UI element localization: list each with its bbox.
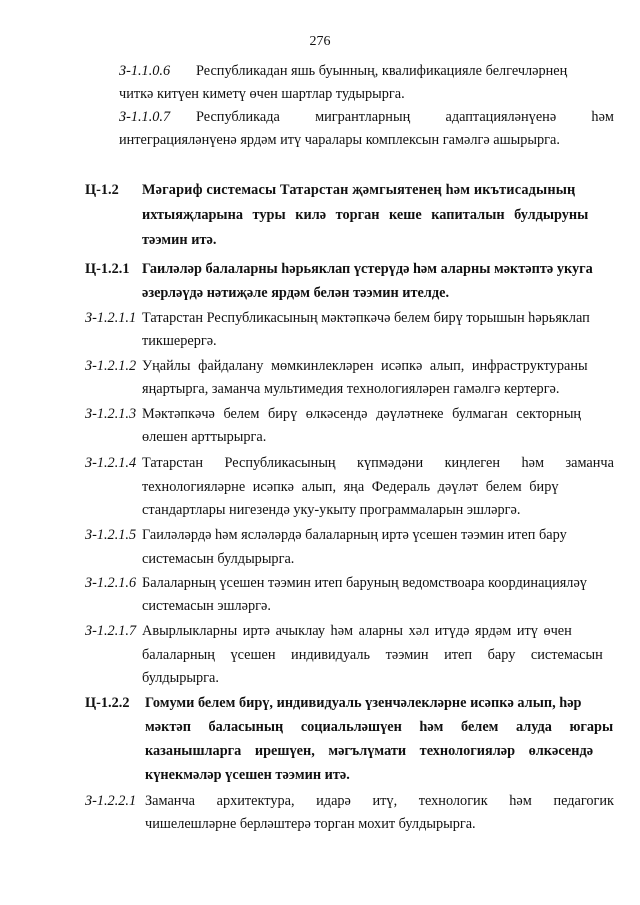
task-code: З-1.1.0.6 bbox=[119, 63, 171, 79]
word: Татарстан bbox=[142, 455, 204, 471]
word: заманча bbox=[565, 455, 614, 471]
task-text-line: Татарстан Республикасының мәктәпкәчә белем бирү торышын һәрьяклап bbox=[142, 310, 590, 326]
word: һәм bbox=[591, 109, 614, 125]
goal-code: Ц-1.2.2 bbox=[85, 695, 130, 711]
task-code: З-1.2.1.1 bbox=[85, 310, 137, 326]
goal-heading-line: тәэмин итә. bbox=[142, 232, 217, 248]
goal-heading-line bbox=[142, 183, 614, 197]
goal-heading-line: күнекмәләр үсешен тәэмин итә. bbox=[145, 767, 350, 783]
word: педагогик bbox=[553, 793, 614, 809]
task-text-line: булдырырга. bbox=[142, 670, 219, 686]
word: Республикасының bbox=[224, 455, 336, 471]
task-text-line: читкә китүен киметү өчен шартлар тудырырга. bbox=[119, 86, 405, 102]
task-text-line bbox=[145, 794, 614, 808]
task-text-line: Авырлыкларны иртә ачыклау һәм аларны хәл итүдә ярдәм итү өчен bbox=[142, 623, 572, 639]
task-text-line: Уңайлы файдалану мөмкинлекләрен исәпкә алып, инфраструктураны bbox=[142, 358, 588, 374]
page-number: 276 bbox=[309, 34, 331, 49]
task-code: З-1.2.1.5 bbox=[85, 527, 137, 543]
word: архитектура, bbox=[216, 793, 295, 809]
word: Заманча bbox=[145, 793, 195, 809]
task-text-line bbox=[196, 64, 614, 78]
task-code: З-1.2.2.1 bbox=[85, 793, 137, 809]
word: һәм bbox=[521, 455, 544, 471]
word: Республикада bbox=[196, 109, 280, 125]
task-code: З-1.1.0.7 bbox=[119, 109, 171, 125]
task-code: З-1.2.1.7 bbox=[85, 623, 137, 639]
task-text-line bbox=[142, 456, 614, 470]
task-text-line: өлешен арттырырга. bbox=[142, 429, 267, 445]
task-text-line: Балаларның үсешен тәэмин итеп баруның ведомствоара координацияләү bbox=[142, 575, 587, 591]
task-code: З-1.2.1.4 bbox=[85, 455, 137, 471]
goal-text: ихтыяҗларына туры килә торган кеше капиталын булдыруны bbox=[142, 207, 589, 223]
task-text-line: Гаиләләрдә һәм ясләләрдә балаларның иртә үсешен тәэмин итеп бару bbox=[142, 527, 567, 543]
goal-heading-line: мәктәп баласының социальләшүен һәм белем алуда югары bbox=[145, 719, 614, 735]
word: киңлеген bbox=[444, 455, 500, 471]
task-code: З-1.2.1.6 bbox=[85, 575, 137, 591]
goal-heading-line: Гаиләләр балаларны һәрьяклап үстерүдә һәм аларны мәктәптә укуга bbox=[142, 261, 593, 277]
task-text-line: стандартлары нигезендә уку-укыту программаларын эшләргә. bbox=[142, 502, 521, 518]
task-text-line: балаларның үсешен индивидуаль тәэмин итеп бару системасын bbox=[142, 647, 603, 663]
word: күпмәдәни bbox=[357, 455, 424, 471]
word: идарә bbox=[316, 793, 351, 809]
word: итү, bbox=[372, 793, 398, 809]
task-text-line: Мәктәпкәчә белем бирү өлкәсендә дәүләтнеке булмаган секторның bbox=[142, 406, 582, 422]
goal-heading-line: Гомуми белем бирү, индивидуаль үзенчәлекләрне исәпкә алып, һәр bbox=[145, 695, 582, 711]
word: һәм bbox=[509, 793, 532, 809]
task-text-line: системасын булдырырга. bbox=[142, 551, 295, 567]
goal-code: Ц-1.2 bbox=[85, 182, 119, 198]
goal-code: Ц-1.2.1 bbox=[85, 261, 130, 277]
word: мигрантларның bbox=[315, 109, 411, 125]
goal-heading-line: әзерләүдә нәтиҗәле ярдәм белән тәэмин ителде. bbox=[142, 285, 450, 301]
task-text: Республикадан яшь буынның, квалификацияле белгечләрнең bbox=[196, 63, 568, 79]
task-text-line: чишелешләрне берләштерә торган мохит булдырырга. bbox=[145, 816, 476, 832]
word: адаптацияләнүенә bbox=[445, 109, 557, 125]
task-text-line: яңартырга, заманча мультимедия технологияләрен гамәлгә кертергә. bbox=[142, 381, 560, 397]
task-text-line: технологияләрне исәпкә алып, яңа Федераль дәүләт белем бирү bbox=[142, 479, 559, 495]
task-text-line: интеграцияләнүенә ярдәм итү чаралары комплексын гамәлгә ашырырга. bbox=[119, 132, 560, 148]
word: технологик bbox=[418, 793, 488, 809]
task-text-line bbox=[196, 110, 614, 124]
goal-text: Мәгариф системасы Татарстан җәмгыятенең һәм икътисадының bbox=[142, 182, 576, 198]
task-code: З-1.2.1.2 bbox=[85, 358, 137, 374]
task-text-line: системасын эшләргә. bbox=[142, 598, 271, 614]
task-code: З-1.2.1.3 bbox=[85, 406, 137, 422]
goal-heading-line bbox=[142, 208, 614, 222]
task-text-line: тикшерергә. bbox=[142, 333, 217, 349]
goal-heading-line: казанышларга ирешүен, мәгълүмати технологияләр өлкәсендә bbox=[145, 743, 594, 759]
